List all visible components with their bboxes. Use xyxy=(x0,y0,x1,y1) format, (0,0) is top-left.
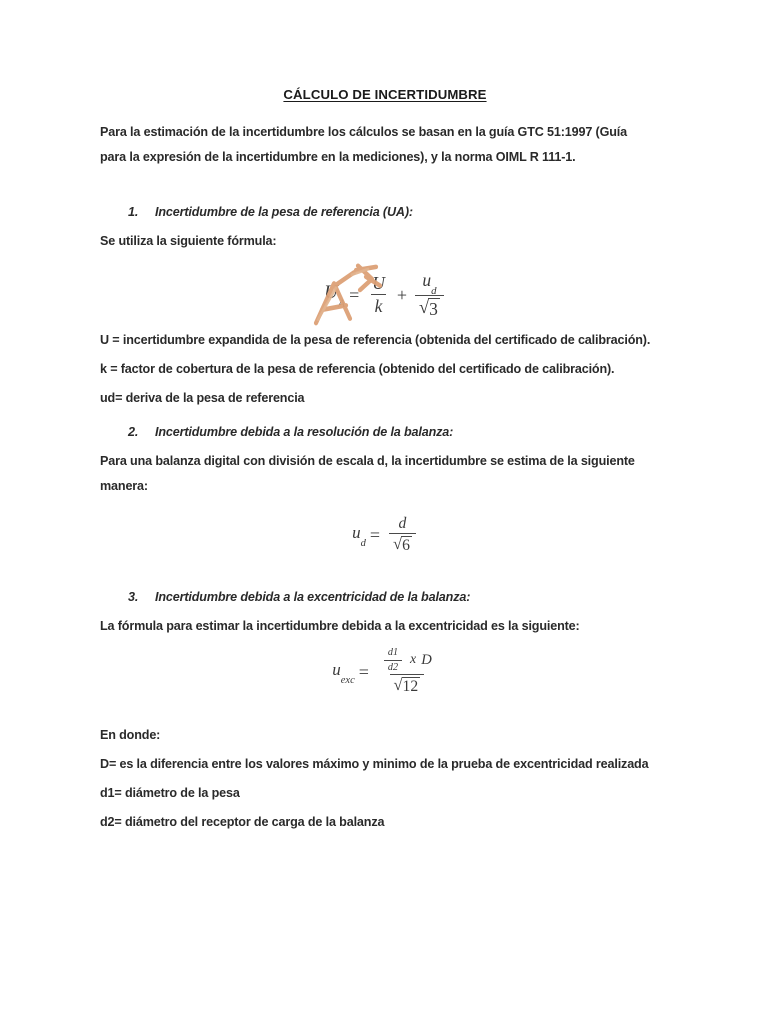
formula-uexc xyxy=(100,648,670,714)
page-title-text: CÁLCULO DE INCERTIDUMBRE xyxy=(283,87,487,102)
section-2-leadin: Para una balanza digital con división de escala d, la incertidumbre se estima de la siguiente manera: xyxy=(100,454,635,493)
definition-d1: d1= diámetro de la pesa xyxy=(100,786,240,800)
definition-D: D= es la diferencia entre los valores máximo y minimo de la prueba de excentricidad realizada xyxy=(100,757,649,771)
section-3-label: Incertidumbre debida a la excentricidad de la balanza: xyxy=(155,590,471,604)
formula-ua-operator: + xyxy=(396,284,408,305)
section-3-number: 3. xyxy=(128,590,139,604)
section-2-label: Incertidumbre debida a la resolución de la balanza: xyxy=(155,425,454,439)
formula-ua-expression xyxy=(324,271,446,318)
definition-d2: d2= diámetro del receptor de carga de la balanza xyxy=(100,815,385,829)
sqrt-icon: √ 3 xyxy=(419,296,438,319)
formula-uexc-lhs: $u_{exc}$ xyxy=(332,659,355,686)
formula-ud-equals: = xyxy=(369,525,381,546)
formula-uexc-multiplier-symbol: x xyxy=(410,652,417,668)
formula-uexc-equals: = xyxy=(358,661,369,682)
document-content xyxy=(100,86,670,875)
section-1-number: 1. xyxy=(128,205,139,219)
where-label: En donde: xyxy=(100,728,161,742)
definition-ud: ud= deriva de la pesa de referencia xyxy=(100,391,305,405)
formula-ud xyxy=(100,516,670,568)
section-1-label: Incertidumbre de la pesa de referencia (UA): xyxy=(155,205,413,219)
section-1-leadin: Se utiliza la siguiente fórmula: xyxy=(100,234,277,248)
formula-ua-lhs: $U_A$ xyxy=(324,282,346,310)
formula-uexc-outer-fraction xyxy=(378,648,436,696)
formula-uexc-inner-fraction: $\frac{d1}{d2}$ xyxy=(384,648,402,673)
formula-uexc-expression xyxy=(332,648,438,696)
formula-ua-term2: $u_d$ √ 3 xyxy=(415,271,444,318)
sqrt-icon: √ 12 xyxy=(393,675,419,696)
section-1-heading xyxy=(100,200,670,225)
formula-ud-expression xyxy=(352,516,418,555)
formula-ud-lhs: $u_d$ xyxy=(352,523,366,550)
formula-ua xyxy=(100,263,670,319)
formula-ua-term1: $\frac{U}{k}$ xyxy=(372,273,385,316)
page-title xyxy=(100,86,670,103)
definition-U: U = incertidumbre expandida de la pesa de referencia (obtenida del certificado de calibración). xyxy=(100,333,651,347)
formula-ud-fraction: d √ 6 xyxy=(389,516,416,555)
intro-paragraph: Para la estimación de la incertidumbre los cálculos se basan en la guía GTC 51:1997 (Guía para la expresión de la incertidumbre en la mediciones), y la norma OIML R 111-1. xyxy=(100,125,627,164)
section-3-leadin: La fórmula para estimar la incertidumbre debida a la excentricidad es la siguiente: xyxy=(100,619,580,633)
sqrt-icon: √ 6 xyxy=(393,534,410,555)
formula-uexc-multiplier-var: D xyxy=(421,651,432,668)
section-2-number: 2. xyxy=(128,425,139,439)
section-3-heading xyxy=(100,585,670,610)
definition-k: k = factor de cobertura de la pesa de referencia (obtenido del certificado de calibración). xyxy=(100,362,615,376)
section-2-heading xyxy=(100,420,670,445)
formula-ua-equals: = xyxy=(349,284,360,305)
